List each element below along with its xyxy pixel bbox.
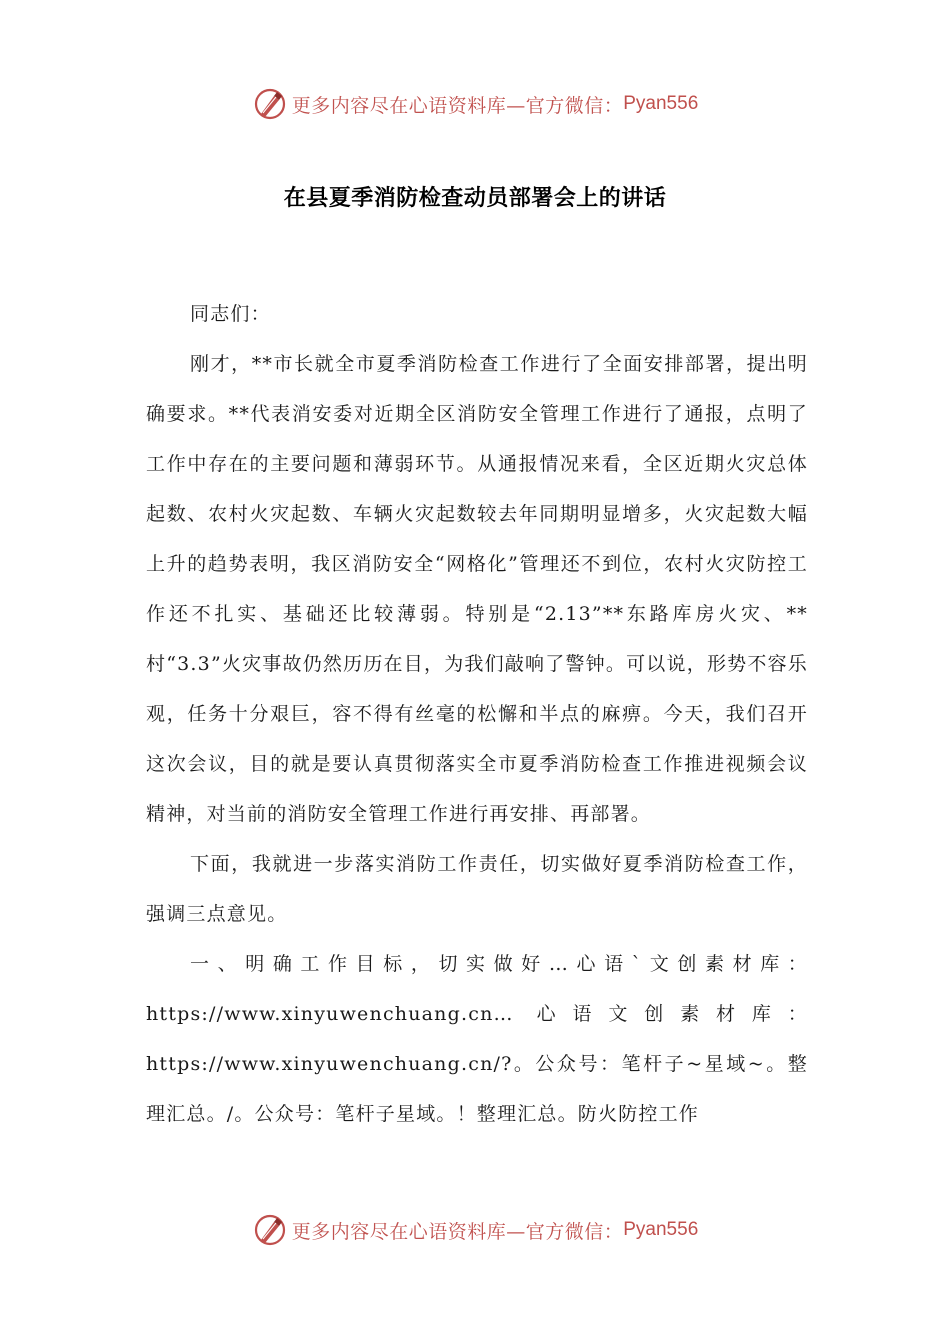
- page-title: 在县夏季消防检查动员部署会上的讲话: [283, 185, 667, 211]
- wechat-id: Pyan556: [623, 93, 699, 114]
- document-body: [146, 289, 808, 1139]
- paragraph: 刚才，**市长就全市夏季消防检查工作进行了全面安排部署，提出明确要求。**代表消安委对近期全区消防安全管理工作进行了通报，点明了工作中存在的主要问题和薄弱环节。从通报情况来看，全区近期火灾总体起数、农村火灾起数、车辆火灾起数较去年同期明显增多，火灾起数大幅上升的趋势表明，我区消防安全“网格化”管理还不到位，农村火灾防控工作还不扎实、基础还比较薄弱。特别是“2.13”**东路库房火灾、**村“3.3”火灾事故仍然历历在目，为我们敲响了警钟。可以说，形势不容乐观，任务十分艰巨，容不得有丝毫的松懈和半点的麻痹。今天，我们召开这次会议，目的就是要认真贯彻落实全市夏季消防检查工作推进视频会议精神，对当前的消防安全管理工作进行再安排、再部署。: [146, 353, 808, 825]
- header-banner: [0, 84, 950, 124]
- wechat-id: Pyan556: [623, 1219, 699, 1240]
- pen-nib-logo-icon: [252, 86, 288, 122]
- salutation: 同志们：: [190, 303, 271, 325]
- footer-banner: [0, 1210, 950, 1250]
- pen-nib-logo-icon: [252, 1212, 288, 1248]
- paragraph: 一、明确工作目标，切实做好…心语`文创素材库：https://www.xinyuwenchuang.cn… 心语文创素材库：https://www.xinyuwenchuang.cn/?。公众号：笔杆子~星域~。整理汇总。/。公众号：笔杆子星域。！整理汇总。防火防控工作: [146, 953, 808, 1125]
- banner-text: 更多内容尽在心语资料库—官方微信：: [291, 1220, 624, 1243]
- banner-text: 更多内容尽在心语资料库—官方微信：: [291, 94, 624, 117]
- paragraph: 下面，我就进一步落实消防工作责任，切实做好夏季消防检查工作，强调三点意见。: [146, 853, 808, 925]
